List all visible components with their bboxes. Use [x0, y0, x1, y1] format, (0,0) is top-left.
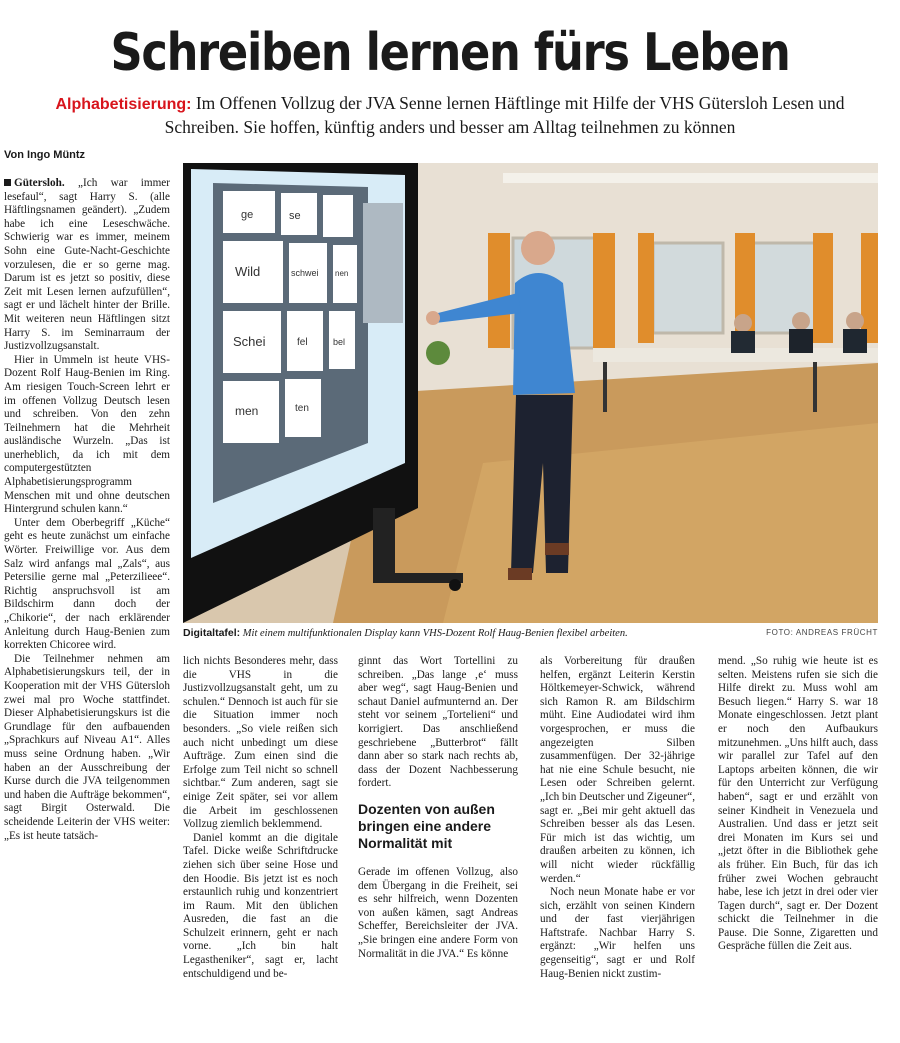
paragraph: Daniel kommt an die digitale Tafel. Dicke weiße Schriftdrucke ziehen sich über seine Hose und den Hoodie. Bis jetzt ist es noch erstaunlich ruhig und konzentriert im Raum. Mit den üblichen Ausreden, die fast an die Schulzeit erinnern, geht er nach vorne. „Ich bin halt Legastheniker“, sagt er, lacht entschuldigend und be-	[183, 831, 338, 980]
screen-word: Schei	[233, 334, 266, 349]
classroom-photo	[183, 163, 878, 623]
paragraph: Noch neun Monate habe er vor sich, erzählt von seinen Kindern und der fast vierjährigen Haftstrafe. Nachbar Harry S. ergänzt: „Wir helfen uns gegenseitig“, sagt er und Rolf Haug-Benien nickt zustim-	[540, 886, 695, 980]
text-column-1	[4, 177, 170, 1037]
paragraph	[4, 177, 170, 354]
screen-word: schwei	[291, 268, 319, 278]
text-column-2	[183, 655, 338, 1039]
paragraph: mend. „So ruhig wie heute ist es selten. Meistens rufen sie sich die Hilfe direkt zu. Muss wohl am Besuch liegen.“ Harry S. war 18 Monate eingeschlossen. Jetzt plant er noch den Aufbaukurs mitzunehmen. „Uns hilft auch, dass wir parallel zur Tafel auf den Laptops arbeiten können, die wir für den Unterricht zur Verfügung haben“, sagt er und erzählt von seiner Kindheit in Venezuela und Australien. Und dass er jetzt seit drei Monaten im Kurs sei und „jetzt öfter in die Bibliothek gehe als früher. Ein Buch, für das ich früher zwei Wochen gebraucht habe, lese ich jetzt in drei oder vier Tagen durch“, sagt er. Der Dozent schickt die Teilnehmer in die Pause. Die Sonne, Zigaretten und Gespräche füllen die Zeit aus.	[718, 655, 878, 953]
screen-word: men	[235, 404, 259, 418]
article-photo	[183, 163, 878, 623]
screen-word: ten	[295, 403, 309, 414]
byline: Von Ingo Müntz	[4, 149, 86, 161]
paragraph: Unter dem Oberbegriff „Küche“ geht es heute zunächst um einfache Wörter. Freiwillige vor. Aus dem Salz wird anfangs mal „Zals“, aus Petersilie gerne mal „Peterzilieee“. Richtig anspruchsvoll ist am Bildschirm dann doch der „Chikorie“, der nach erklärender Anleitung durch Haug-Benien zum korrekten Chicoree wird.	[4, 516, 170, 652]
text-column-3	[358, 655, 518, 1039]
paragraph: lich nichts Besonderes mehr, dass die VHS in die Justizvollzugsanstalt geht, um zu schulen.“ Dennoch ist auch für sie die Situation immer noch besonders. „So viele reißen sich auch nicht unbedingt um diese Aufträge. Zum einen sind die Erfolge zum Teil nicht so schnell sichtbar.“ Zum anderen, sagt sie einige Zeit später, sei vor allem die Arbeit im geschlossenen Vollzug ziemlich beklemmend.	[183, 655, 338, 831]
paragraph: Die Teilnehmer nehmen am Alphabetisierungskurs teil, der in Kooperation mit der VHS Gütersloh zwei mal pro Woche stattfindet. Dieser Alphabetisierungskurs ist die Grundlage für den aufbauenden „Sprachkurs auf Niveau A1“. Alles muss seine Ordnung haben. „Wir haben an der Ausschreibung der Kurse durch die JVA teilgenommen und haben die Aufträge bekommen“, sagt Birgit Osterwald. Die scheidende Leiterin der VHS weiter: „Es ist heute tatsäch-	[4, 652, 170, 842]
paragraph-text: „Ich war immer lesefaul“, sagt Harry S. (alle Häftlingsnamen geändert). „Zudem habe ich eine Leseschwäche. Schwierig war es immer, meinem Sohn eine Gute-Nacht-Geschichte vorzulesen, die er so gerne mag. Darum ist es jetzt so positiv, diese Zeit mit Lesen lernen aufzufüllen“, sagt er und lächelt hinter der Brille. Mit weiteren neun Häftlingen sitzt Harry S. im Seminarraum der Justizvollzugsanstalt.	[4, 177, 170, 353]
section-subheading: Dozenten von außen bringen eine andere Normalität mit	[358, 800, 495, 851]
text-column-5	[718, 655, 878, 1039]
text-column-4	[540, 655, 695, 1039]
paragraph: als Vorbereitung für draußen helfen, ergänzt Leiterin Kerstin Höltkemeyer-Schwick, während sich Ramon R. am Bildschirm müht. Eine Audiodatei wird ihm vorgesprochen, er muss die angezeigten Silben zusammenfügen. Der 32-jährige hat nie eine Schule besucht, nie Lesen oder Schreiben gelernt. „Ich bin Deutscher und Zigeuner“, sagt er. „Bei mir geht aktuell das Schreiben besser als das Lesen. Für mich ist das wichtig, um draußen arbeiten zu können, ich will nicht wieder rückfällig werden.“	[540, 655, 695, 885]
screen-word: fel	[297, 337, 308, 348]
caption-text: Mit einem multifunktionalen Display kann VHS-Dozent Rolf Haug-Benien flexibel arbeiten.	[242, 628, 628, 639]
paragraph: ginnt das Wort Tortellini zu schreiben. „Das lange ‚e‘ muss aber weg“, sagt Haug-Benien und schaut Daniel aufmunternd an. Der steht vor seinem „Tortelieni“ und korrigiert. Das anschließend geschriebene „Butterbrot“ fällt dann aber so stark nach rechts ab, dass der Dozent Nachbesserung fordert.	[358, 655, 518, 790]
paragraph: Gerade im offenen Vollzug, also dem Übergang in die Freiheit, sei es sehr hilfreich, wenn Dozenten von außen kämen, sagt Andreas Scheffer, Bereichsleiter der JVA. „Sie bringen eine andere Form von Normalität in die JVA.“ Es könne	[358, 865, 518, 960]
screen-word: ge	[241, 209, 254, 221]
subhead	[20, 92, 880, 138]
paragraph: Hier in Ummeln ist heute VHS-Dozent Rolf Haug-Benien im Ring. Am riesigen Touch-Screen lehrt er im offenen Vollzug Deutsch lesen und schreiben. Von den zehn Teilnehmern hat die Mehrheit ausländische Wurzeln. „Das ist unerheblich, da ich mit dem computergestützten Alphabetisierungsprogramm Menschen mit und ohne deutschen Hintergrund schulen kann.“	[4, 353, 170, 516]
square-bullet-icon	[4, 179, 11, 186]
headline: Schreiben lernen fürs Leben	[110, 23, 790, 83]
kicker: Alphabetisierung:	[55, 96, 192, 113]
subhead-text: Im Offenen Vollzug der JVA Senne lernen Häftlinge mit Hilfe der VHS Gütersloh Lesen und Schreiben. Sie hoffen, künftig anders und besser am Alltag teilnehmen zu können	[164, 93, 845, 137]
screen-word: bel	[333, 337, 346, 347]
caption-label: Digitaltafel:	[183, 627, 241, 639]
screen-word: nen	[335, 269, 349, 278]
screen-word: se	[289, 210, 301, 222]
screen-word: Wild	[235, 264, 261, 279]
dateline: Gütersloh.	[14, 177, 65, 189]
photo-credit: FOTO: ANDREAS FRÜCHT	[766, 628, 878, 637]
